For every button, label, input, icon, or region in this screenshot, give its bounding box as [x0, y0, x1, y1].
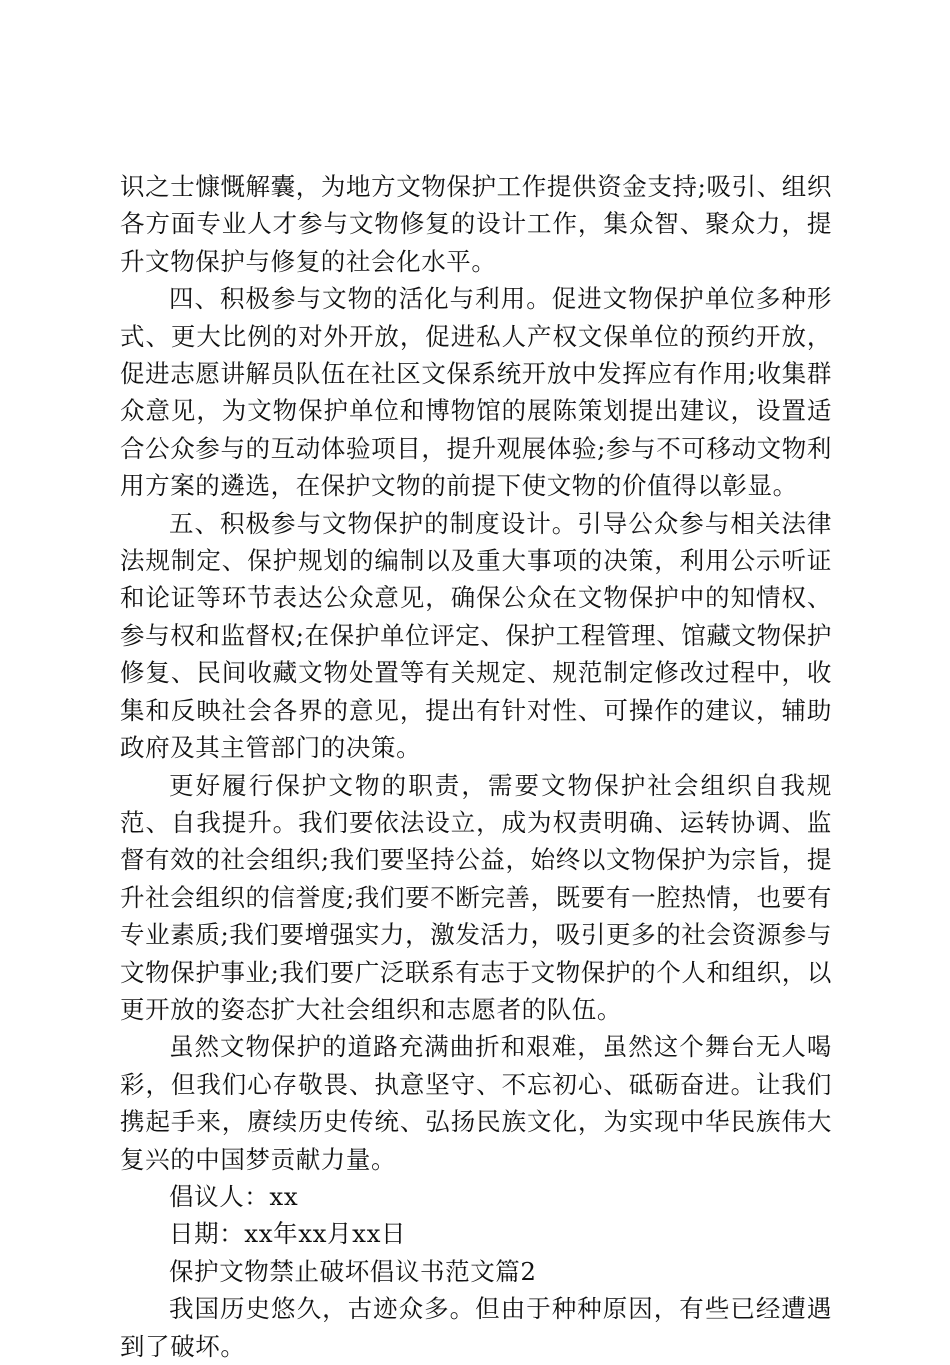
- paragraph-section-four: 四、积极参与文物的活化与利用。促进文物保护单位多种形式、更大比例的对外开放，促进私人产权文保单位的预约开放，促进志愿讲解员队伍在社区文保系统开放中发挥应有作用;收集群众意见，为文物保护单位和博物馆的展陈策划提出建议，设置适合公众参与的互动体验项目，提升观展体验;参与不可移动文物利用方案的遴选，在保护文物的前提下使文物的价值得以彰显。: [120, 284, 832, 501]
- section-heading: 保护文物禁止破坏倡议书范文篇2: [169, 1256, 537, 1286]
- paragraph-closing: 虽然文物保护的道路充满曲折和艰难，虽然这个舞台无人喝彩，但我们心存敬畏、执意坚守、不忘初心、砥砺奋进。让我们携起手来，赓续历史传统、弘扬民族文化，为实现中华民族伟大复兴的中国梦贡献力量。: [120, 1032, 832, 1174]
- date-line: 日期：xx年xx月xx日: [169, 1219, 407, 1249]
- paragraph-article-two-intro: 我国历史悠久，古迹众多。但由于种种原因，有些已经遭遇到了破坏。: [120, 1294, 832, 1361]
- paragraph-continued: 识之士慷慨解囊，为地方文物保护工作提供资金支持;吸引、组织各方面专业人才参与文物修复的设计工作，集众智、聚众力，提升文物保护与修复的社会化水平。: [120, 172, 832, 276]
- paragraph-responsibility: 更好履行保护文物的职责，需要文物保护社会组织自我规范、自我提升。我们要依法设立，成为权责明确、运转协调、监督有效的社会组织;我们要坚持公益，始终以文物保护为宗旨，提升社会组织的信誉度;我们要不断完善，既要有一腔热情，也要有专业素质;我们要增强实力，激发活力，吸引更多的社会资源参与文物保护事业;我们要广泛联系有志于文物保护的个人和组织，以更开放的姿态扩大社会组织和志愿者的队伍。: [120, 770, 832, 1024]
- document-body: [120, 168, 832, 1365]
- initiator-line: 倡议人：xx: [169, 1181, 299, 1211]
- paragraph-section-five: 五、积极参与文物保护的制度设计。引导公众参与相关法律法规制定、保护规划的编制以及重大事项的决策，利用公示听证和论证等环节表达公众意见，确保公众在文物保护中的知情权、参与权和监督权;在保护单位评定、保护工程管理、馆藏文物保护修复、民间收藏文物处置等有关规定、规范制定修改过程中，收集和反映社会各界的意见，提出有针对性、可操作的建议，辅助政府及其主管部门的决策。: [120, 508, 832, 763]
